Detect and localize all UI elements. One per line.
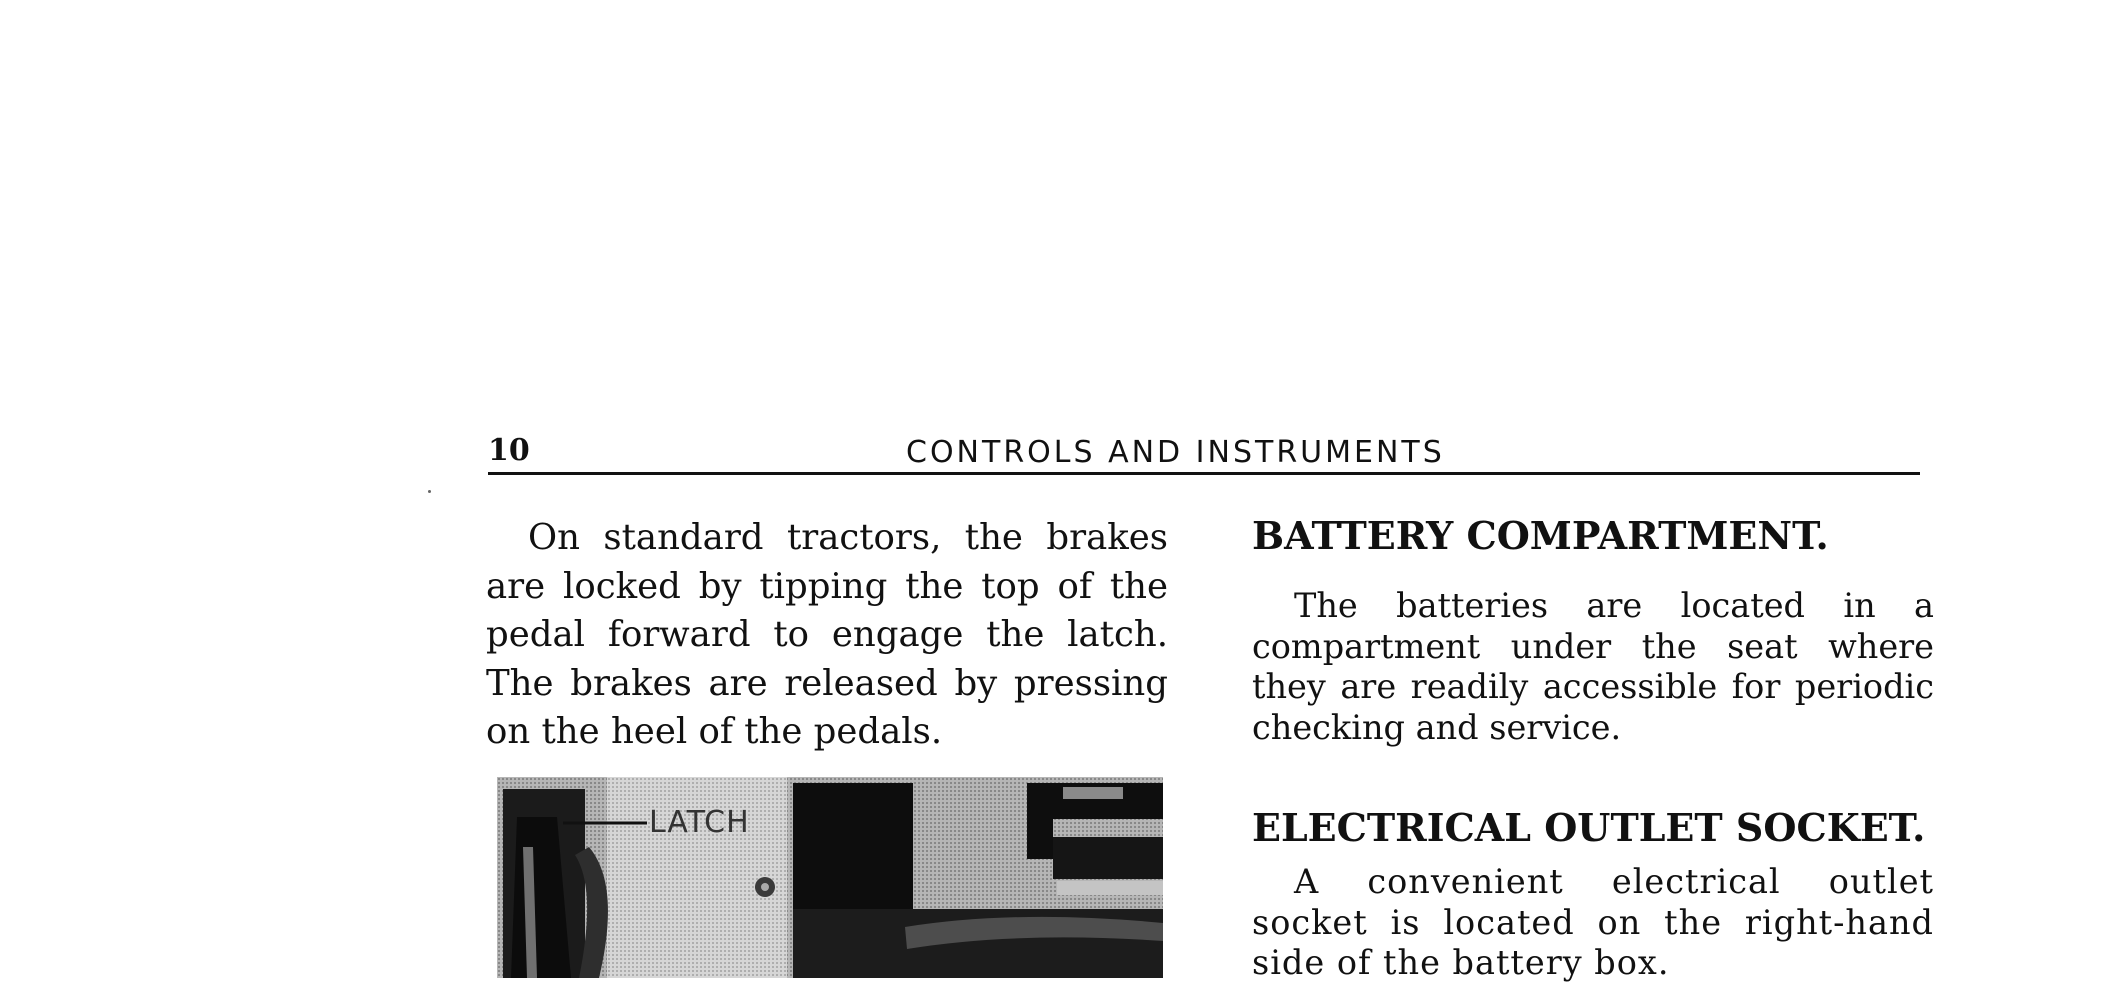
running-head: CONTROLS AND INSTRUMENTS [906,435,1445,470]
stray-dot [428,490,431,493]
page-number: 10 [488,433,530,468]
battery-heading: BATTERY COMPARTMENT. [1252,513,1829,558]
right-column [1252,514,1934,984]
photo-right-post [1027,819,1053,859]
photo-latch-label: LATCH [649,805,750,840]
battery-paragraph: The batteries are located in a compartment under the seat where they are readily accessible for periodic checking and service. [1252,586,1934,747]
photo-right-gap [1057,881,1163,895]
header-rule [488,472,1920,475]
brake-paragraph: On standard tractors, the brakes are locked by tipping the top of the pedal forward to engage the latch. The brakes are released by pressing on the heel of the pedals. [486,517,1168,752]
photo-illustration [497,777,1163,978]
photo-right-highlight [1063,787,1123,799]
brake-latch-photo [497,777,1163,978]
photo-right-plate [1053,837,1163,879]
photo-bolt-center [761,883,769,891]
outlet-paragraph: A convenient electrical outlet socket is located on the right-hand side of the battery box. [1252,862,1934,982]
left-column [486,514,1168,757]
outlet-heading: ELECTRICAL OUTLET SOCKET. [1252,805,1926,850]
